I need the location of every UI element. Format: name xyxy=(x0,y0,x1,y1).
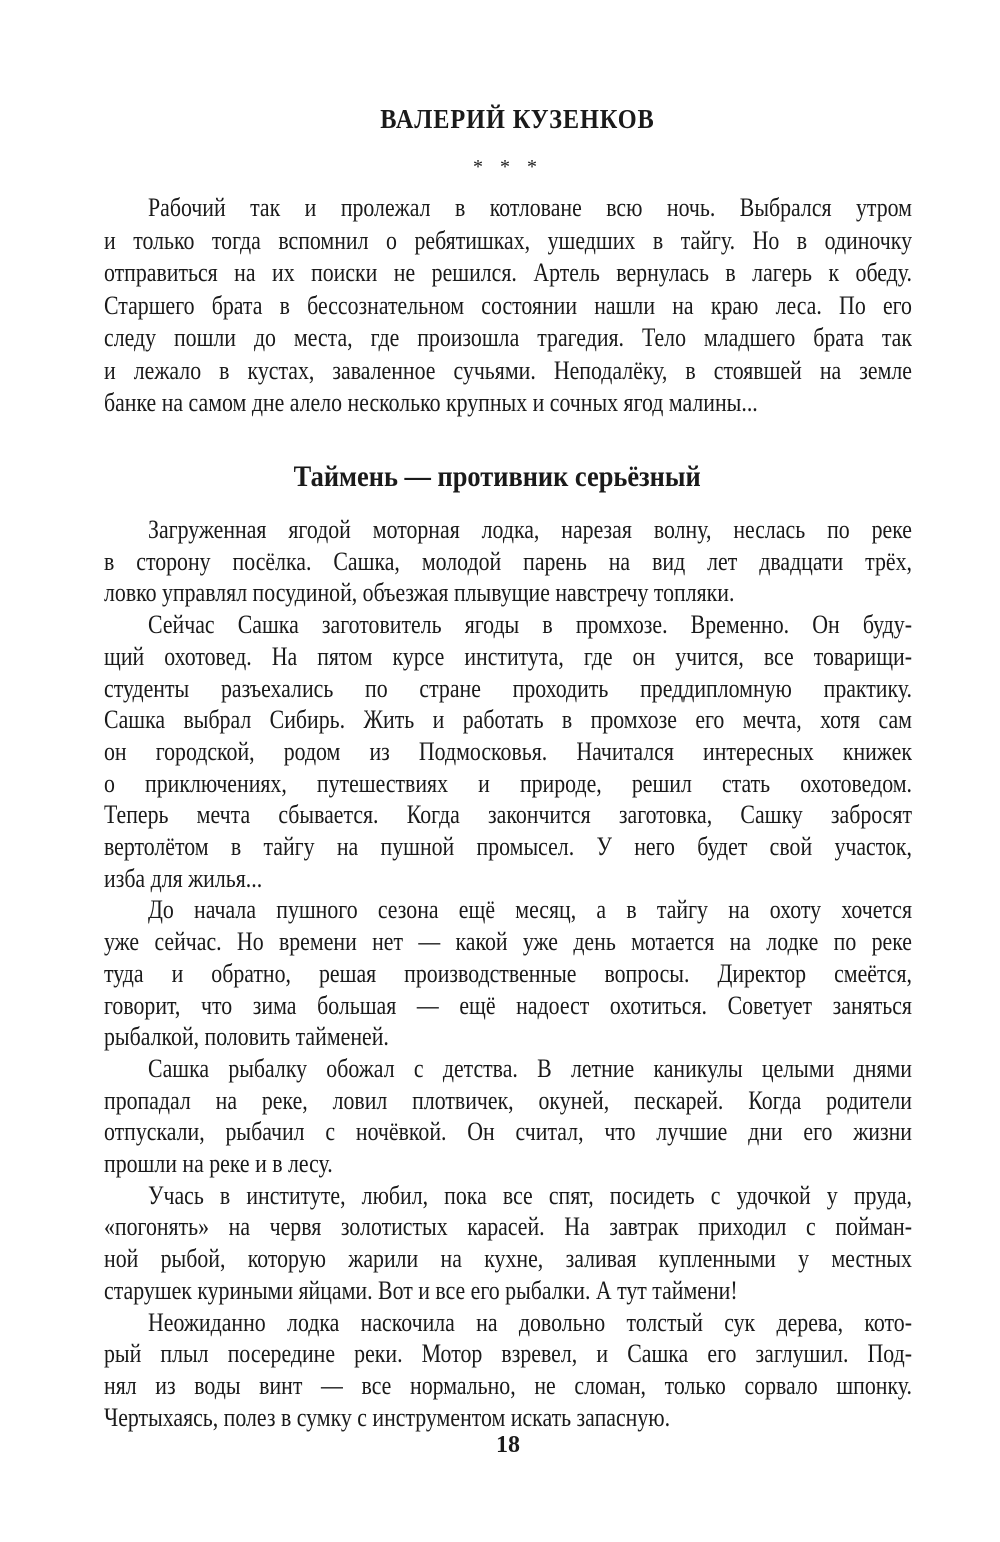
text-line: в сторону посёлка. Сашка, молодой парень на вид лет двадцати трёх, xyxy=(104,546,912,576)
text-line: До начала пушного сезона ещё месяц, а в тайгу на охоту хочется xyxy=(148,895,912,925)
text-line: вертолётом в тайгу на пушной промысел. У него будет свой участок, xyxy=(104,832,912,861)
text-line: рыбалкой, половить тайменей. xyxy=(104,1022,389,1052)
text-line: уже сейчас. Но времени нет — какой уже день мотается на лодке по реке xyxy=(104,927,912,957)
text-line: и только тогда вспомнил о ребятишках, ушедших в тайгу. Но в одиночку xyxy=(104,225,912,255)
text-line: и лежало в кустах, заваленное сучьями. Неподалёку, в стоявшей на земле xyxy=(104,355,912,385)
text-line: Загруженная ягодой моторная лодка, нарезая волну, неслась по реке xyxy=(148,515,912,544)
text-line: туда и обратно, решая производственные вопросы. Директор смеётся, xyxy=(104,958,912,988)
text-line: о приключениях, путешествиях и природе, решил стать охотоведом. xyxy=(104,768,912,798)
text-line: старушек куриными яйцами. Вот и все его рыбалки. А тут таймени! xyxy=(104,1275,738,1305)
text-line: Сашка выбрал Сибирь. Жить и работать в промхозе его мечта, хотя сам xyxy=(104,705,912,735)
text-line: пропадал на реке, ловил плотвичек, окуней, пескарей. Когда родители xyxy=(104,1085,912,1115)
text-line: отправиться на их поиски не решился. Артель вернулась в лагерь к обеду. xyxy=(104,258,912,287)
text-line: ной рыбой, которую жарили на кухне, заливая купленными у местных xyxy=(104,1244,912,1274)
text-line: говорит, что зима большая — ещё надоест охотиться. Советует заняться xyxy=(104,990,912,1020)
text-line: Рабочий так и пролежал в котловане всю ночь. Выбрался утром xyxy=(148,193,912,222)
text-line: следу пошли до места, где произошла трагедия. Тело младшего брата так xyxy=(104,323,912,352)
text-line: банке на самом дне алело несколько крупных и сочных ягод малины... xyxy=(104,388,758,417)
text-line: ловко управлял посудиной, объезжая плывущие навстречу топляки. xyxy=(104,578,735,608)
text-line: нял из воды винт — все нормально, не сломан, только сорвало шпонку. xyxy=(104,1370,912,1400)
text-line: отпускали, рыбачил с ночёвкой. Он считал, что лучшие дни его жизни xyxy=(104,1117,912,1147)
text-line: он городской, родом из Подмосковья. Начитался интересных книжек xyxy=(104,736,912,766)
text-line: Чертыхаясь, полез в сумку с инструментом искать запасную. xyxy=(104,1402,671,1432)
text-line: «погонять» на червя золотистых карасей. На завтрак приходил с пойман- xyxy=(104,1212,912,1242)
chapter-title: Таймень — противник серьёзный xyxy=(293,460,701,493)
running-head-author: ВАЛЕРИЙ КУЗЕНКОВ xyxy=(380,104,655,134)
page-number: 18 xyxy=(496,1432,520,1458)
text-line: Старшего брата в бессознательном состоянии нашли на краю леса. По его xyxy=(104,290,912,320)
text-line: Теперь мечта сбывается. Когда закончится заготовка, Сашку забросят xyxy=(104,800,912,830)
text-line: Учась в институте, любил, пока все спят, посидеть с удочкой у пруда, xyxy=(148,1180,912,1210)
text-line: щий охотовед. На пятом курсе института, где он учится, все товарищи- xyxy=(104,641,912,671)
text-line: Сашка рыбалку обожал с детства. В летние каникулы целыми днями xyxy=(148,1053,912,1083)
text-line: изба для жилья... xyxy=(104,863,263,893)
text-line: Неожиданно лодка наскочила на довольно толстый сук дерева, кото- xyxy=(148,1307,912,1337)
text-line: рый плыл посередине реки. Мотор взревел, и Сашка его заглушил. Под- xyxy=(104,1339,912,1369)
text-line: студенты разъехались по стране проходить преддипломную практику. xyxy=(104,673,912,703)
section-separator: * * * xyxy=(473,156,543,178)
text-line: прошли на реке и в лесу. xyxy=(104,1149,333,1178)
text-line: Сейчас Сашка заготовитель ягоды в промхозе. Временно. Он буду- xyxy=(148,610,912,640)
